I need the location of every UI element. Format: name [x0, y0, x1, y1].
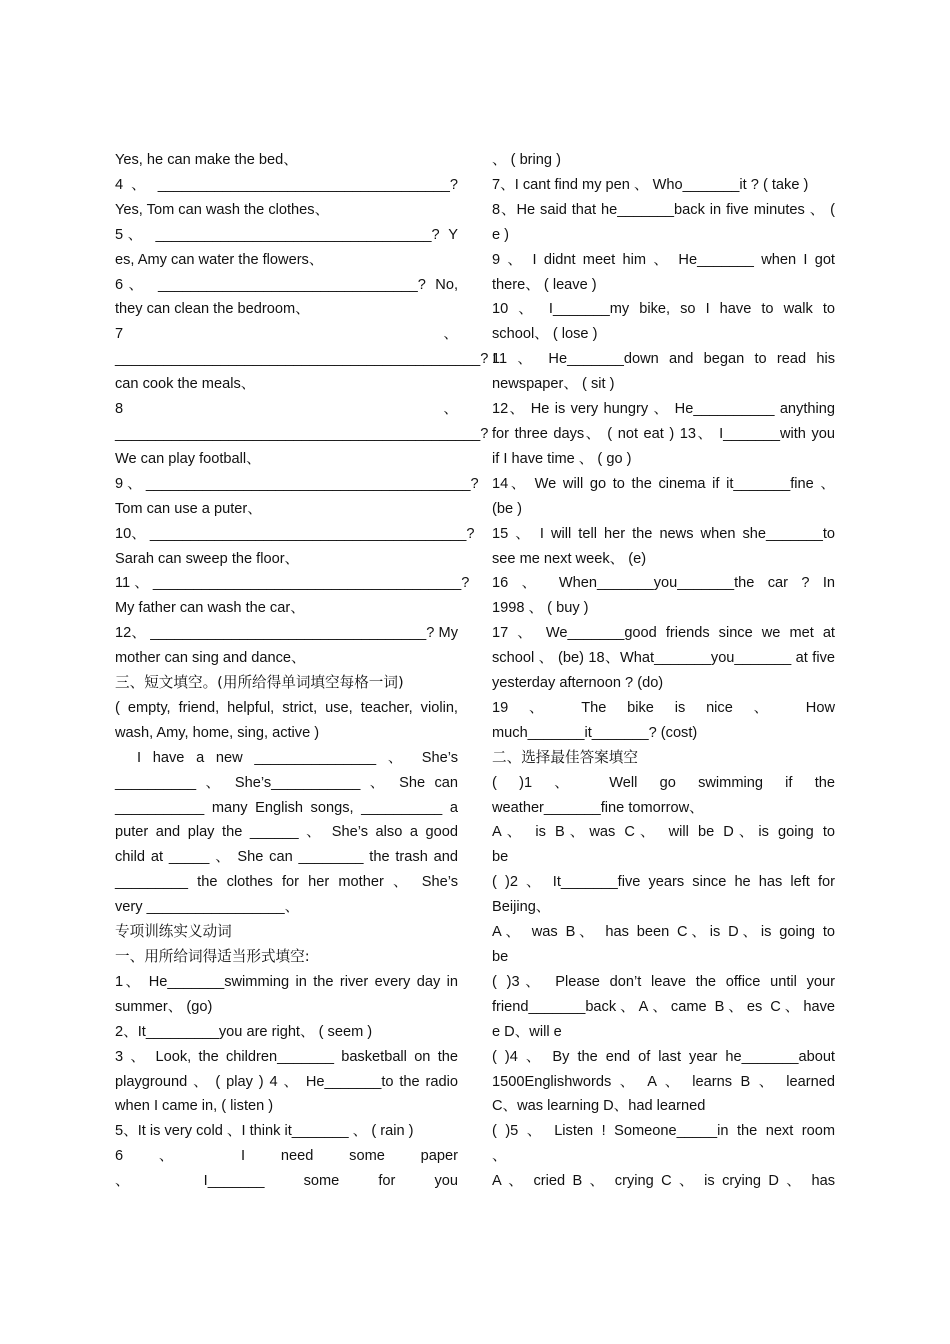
- text-line: for three days、 ( not eat ) 13、 I_______with you: [492, 425, 835, 442]
- text-line: friend_______back、A、came B、es C、have: [492, 998, 835, 1015]
- text-line: much_______it_______? (cost): [492, 724, 698, 741]
- text-line: school 、 (be) 18、What_______you_______ at five: [492, 650, 835, 667]
- text-line: child at _____ 、 She can ________ the trash and: [115, 849, 458, 866]
- right-column: [492, 148, 835, 1194]
- text-line: 9 、 ________________________________________?: [115, 475, 479, 492]
- text-line: 、 ( bring ): [492, 152, 561, 168]
- text-line: es, Amy can water the flowers、: [115, 251, 324, 268]
- text-line: 1998 、 ( buy ): [492, 600, 589, 617]
- text-line: Yes, he can make the bed、: [115, 152, 298, 168]
- text-line: 11 、 ______________________________________?: [115, 575, 470, 592]
- text-line: 8 、: [115, 401, 458, 418]
- text-line: Yes, Tom can wash the clothes、: [115, 201, 330, 218]
- text-line: 9 、 I didnt meet him 、 He_______ when I got: [492, 251, 835, 268]
- text-line: 10、 _______________________________________?: [115, 525, 475, 542]
- text-line: Sarah can sweep the floor、: [115, 550, 300, 567]
- text-line: Beijing、: [492, 899, 551, 916]
- text-line: My father can wash the car、: [115, 600, 305, 617]
- text-line: 5、It is very cold 、I think it_______ 、 ( rain ): [115, 1123, 414, 1140]
- text-line: very _________________、: [115, 899, 300, 916]
- left-column: [115, 148, 497, 1194]
- text-line: 11 、 He_______down and began to read his: [492, 351, 835, 368]
- text-line: 19 、 The bike is nice 、 How: [492, 699, 835, 716]
- text-line: I have a new _______________ 、 She’s: [137, 749, 458, 766]
- text-line: when I came in, ( listen ): [115, 1098, 274, 1115]
- text-line: A 、 cried B 、 crying C 、 is crying D 、 has: [492, 1173, 835, 1190]
- text-line: 4 、 ____________________________________?: [115, 176, 458, 193]
- text-line: ( empty, friend, helpful, strict, use, teacher, violin,: [115, 699, 458, 716]
- text-line: 1500Englishwords 、 A 、 learns B 、 learned: [492, 1073, 835, 1090]
- text-line: 14、 We will go to the cinema if it_______fine 、: [492, 475, 835, 492]
- text-line: ( )3、 Please don’t leave the office until your: [492, 973, 835, 990]
- text-line: Tom can use a puter、: [115, 500, 262, 517]
- text-line: __________ 、 She’s___________ 、 She can: [115, 774, 458, 791]
- text-line: summer、 (go): [115, 998, 213, 1015]
- text-line: can cook the meals、: [115, 376, 256, 393]
- text-line: 1、 He_______swimming in the river every day in: [115, 973, 458, 990]
- text-line: _____________________________________________? I: [115, 351, 497, 368]
- section-heading: 三、短文填空。(用所给得单词填空每格一词): [115, 674, 404, 692]
- text-line: 16 、 When_______you_______the car ? In: [492, 575, 835, 592]
- text-line: A、 is B、was C、 will be D、is going to: [492, 824, 835, 841]
- text-line: We can play football、: [115, 450, 261, 467]
- text-line: 7、I cant find my pen 、 Who_______it ? ( take ): [492, 176, 809, 193]
- text-line: 3 、 Look, the children_______ basketball on the: [115, 1048, 458, 1065]
- section-heading: 一、用所给词得适当形式填空:: [115, 948, 310, 965]
- text-line: 6、 ________________________________? No,: [115, 276, 458, 293]
- text-line: 5、 __________________________________? Y: [115, 226, 458, 243]
- text-line: 6 、 I need some paper: [115, 1148, 458, 1165]
- section-heading: 专项训练实义动词: [115, 923, 232, 941]
- text-line: 8、He said that he_______back in five minutes 、 (: [492, 201, 835, 218]
- text-line: be: [492, 849, 509, 866]
- text-line: playground 、 ( play ) 4 、 He_______to the radio: [115, 1073, 458, 1090]
- text-line: 12、 He is very hungry 、 He__________ anything: [492, 401, 835, 418]
- text-line: _________ the clothes for her mother 、 She’s: [115, 874, 458, 891]
- text-line: ( )2 、 It_______five years since he has left for: [492, 874, 835, 891]
- text-line: 、 I_______ some for you: [115, 1173, 458, 1190]
- text-line: mother can sing and dance、: [115, 650, 306, 667]
- text-line: _____________________________________________?: [115, 425, 489, 442]
- text-line: 、: [492, 1148, 507, 1165]
- text-line: 17 、 We_______good friends since we met at: [492, 625, 835, 642]
- text-line: be: [492, 949, 509, 965]
- text-line: 7 、: [115, 326, 458, 343]
- text-line: they can clean the bedroom、: [115, 301, 310, 318]
- text-line: there、 ( leave ): [492, 276, 597, 293]
- text-line: wash, Amy, home, sing, active ): [115, 724, 320, 741]
- text-line: if I have time 、 ( go ): [492, 450, 632, 467]
- text-line: C、was learning D、had learned: [492, 1098, 706, 1115]
- text-line: yesterday afternoon ? (do): [492, 675, 664, 692]
- text-line: e D、will e: [492, 1023, 562, 1040]
- text-line: school、 ( lose ): [492, 326, 598, 343]
- text-line: ( )5 、 Listen ! Someone_____in the next room: [492, 1123, 835, 1140]
- text-line: see me next week、 (e): [492, 550, 647, 567]
- text-line: 15 、 I will tell her the news when she_______to: [492, 525, 835, 542]
- text-line: ___________ many English songs, __________ a: [115, 799, 458, 816]
- text-line: ( )4 、 By the end of last year he_______about: [492, 1048, 835, 1065]
- section-heading: 二、选择最佳答案填空: [492, 748, 638, 766]
- text-line: 2、It_________you are right、 ( seem ): [115, 1023, 373, 1040]
- text-line: 10 、 I_______my bike, so I have to walk to: [492, 301, 835, 318]
- text-line: 12、 __________________________________? My: [115, 625, 458, 642]
- text-line: A、 was B、 has been C、is D、is going to: [492, 924, 835, 941]
- text-line: e ): [492, 226, 510, 243]
- text-line: newspaper、 ( sit ): [492, 376, 615, 393]
- text-line: (be ): [492, 500, 523, 517]
- text-line: puter and play the ______ 、 She’s also a good: [115, 824, 458, 841]
- text-line: ( )1 、 Well go swimming if the: [492, 774, 835, 791]
- text-line: weather_______fine tomorrow、: [492, 799, 704, 816]
